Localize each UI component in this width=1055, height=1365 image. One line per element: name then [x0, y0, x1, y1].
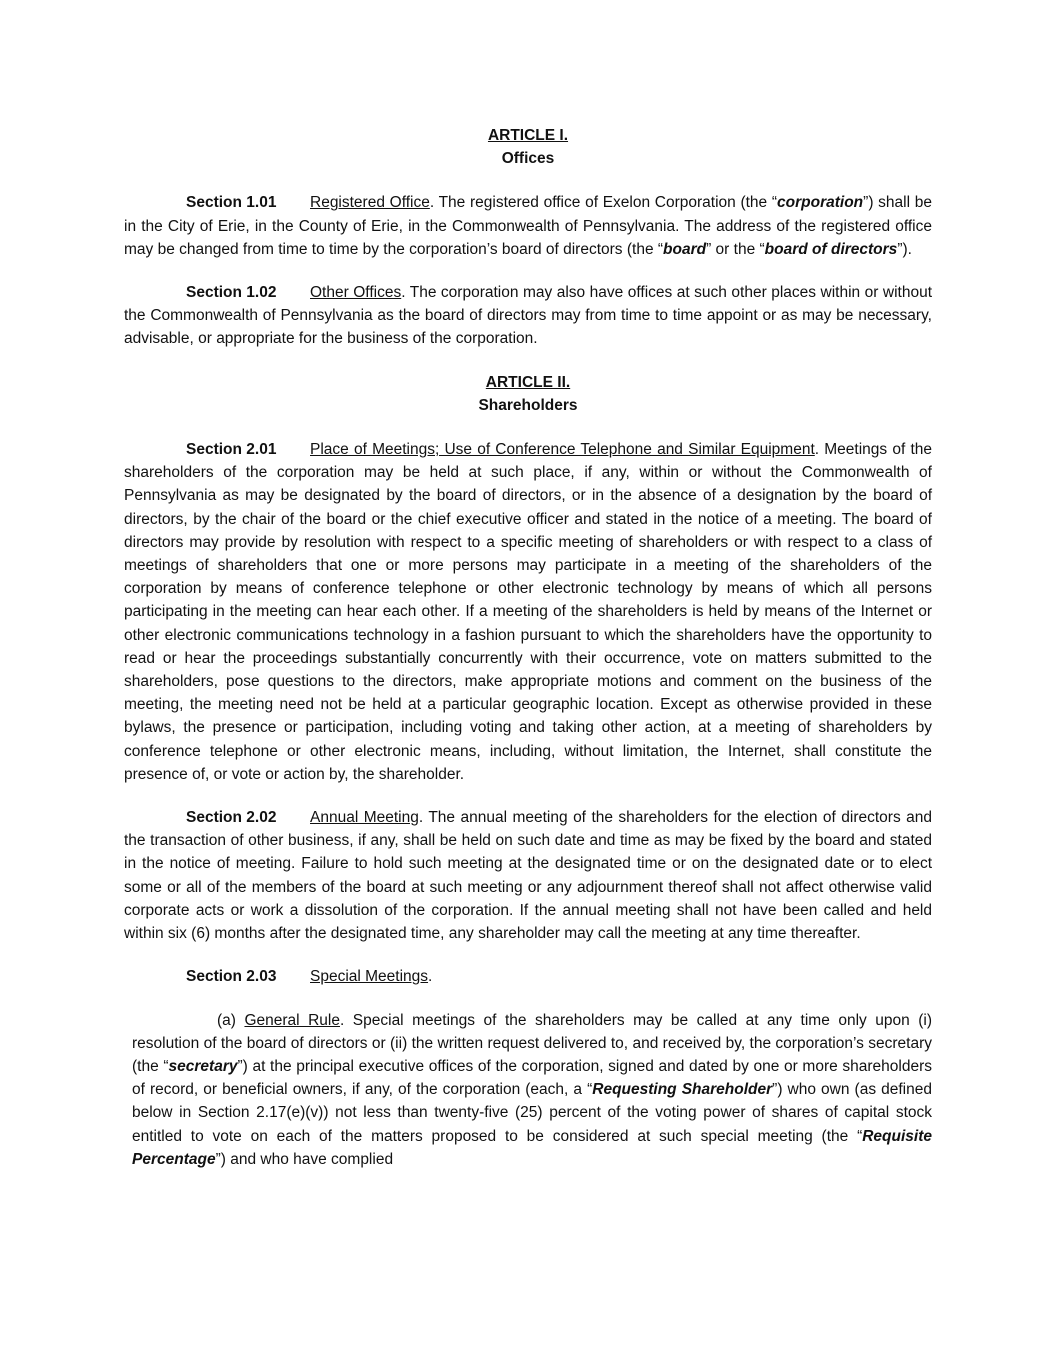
section-number: Section 2.01: [186, 441, 277, 459]
article-title: Offices: [501, 150, 555, 168]
section-text: ”) shall be in the City of Erie, in the County of Erie, in the Commonwealth of Pennsylvania. The address of the registered office may be changed from time to time by the corporation’s board of directors (the “: [124, 194, 932, 258]
article-heading: [124, 371, 932, 417]
article-number: ARTICLE I.: [487, 127, 569, 144]
section-text: ”) at the principal executive offices of the corporation, signed and dated by one or more shareholders of record, or beneficial owners, if any, of the corporation (each, a “: [132, 1057, 932, 1099]
subsection-title: General Rule: [244, 1011, 340, 1029]
section-number: Section 1.02: [186, 284, 277, 302]
article-number: ARTICLE II.: [485, 373, 571, 391]
section-text: . The corporation may also have offices at such other places within or without the Commonwealth of Pennsylvania as the board of directors may from time to time appoint or as may be necessary, advisable, or appropriate for the business of the corporation.: [124, 284, 932, 348]
section-title: Special Meetings: [310, 968, 429, 986]
section-number: Section 1.01: [186, 194, 277, 212]
defined-term: board of directors: [764, 240, 898, 258]
section-title: Other Offices: [310, 284, 402, 302]
section-paragraph: [124, 438, 932, 786]
defined-term: board: [663, 240, 707, 258]
section-number: Section 2.03: [186, 968, 277, 986]
subsection-paragraph: [124, 1009, 932, 1171]
section-text: ”) and who have complied: [215, 1150, 394, 1168]
defined-term: corporation: [777, 194, 864, 212]
section-text: . The registered office of Exelon Corporation (the “: [429, 194, 778, 212]
defined-term: Requesting Shareholder: [592, 1081, 773, 1099]
article-title: Shareholders: [478, 396, 578, 414]
section-paragraph: [124, 965, 932, 988]
section-paragraph: [124, 281, 932, 351]
section-paragraph: [124, 806, 932, 945]
subsection-label: (a): [217, 1011, 245, 1029]
section-paragraph: [124, 191, 932, 261]
section-number: Section 2.02: [186, 809, 277, 827]
defined-term: secretary: [168, 1057, 238, 1075]
section-text: ”).: [897, 240, 912, 258]
section-text: ”) who own (as defined below in Section 2.17(e)(v)) not less than twenty-five (25) percent of the voting power of shares of capital stock entitled to vote on each of the matters proposed to be considered at such special meeting (the “: [132, 1081, 932, 1145]
defined-term: Requisite Percentage: [132, 1127, 932, 1168]
article-heading: [124, 124, 932, 170]
section-title: Annual Meeting: [310, 809, 419, 827]
section-title: Place of Meetings; Use of Conference Telephone and Similar Equipment: [310, 441, 815, 459]
section-text: . Special meetings of the shareholders may be called at any time only upon (i) resolution of the board of directors or (ii) the written request delivered to, and received by, the corporation’s secretary (the “: [132, 1011, 933, 1075]
section-text: . The annual meeting of the shareholders for the election of directors and the transaction of other business, if any, shall be held on such date and time as may be fixed by the board and stated in the notice of meeting. Failure to hold such meeting at the designated time or on the designated date or to elect some or all of the members of the board at such meeting or any adjournment thereof shall not affect otherwise valid corporate acts or work a dissolution of the corporation. If the annual meeting shall not have been called and held within six (6) months after the designated time, any shareholder may call the meeting at any time thereafter.: [124, 809, 932, 943]
section-text: . Meetings of the shareholders of the corporation may be held at such place, if any, within or without the Commonwealth of Pennsylvania as may be designated by the board of directors, or in the absence of a designation by the board of directors, by the chair of the board or the chief executive officer and stated in the notice of a meeting. The board of directors may provide by resolution with respect to a specific meeting of shareholders or with respect to a class of meetings of shareholders that one or more persons may participate in a meeting of the shareholders of the corporation by means of conference telephone or other electronic technology by means of which all persons participating in the meeting can hear each other. If a meeting of the shareholders is held by means of the Internet or other electronic communications technology in a fashion pursuant to which the shareholders have the opportunity to read or hear the proceedings substantially concurrently with their occurrence, vote on matters submitted to the shareholders, pose questions to the directors, make appropriate motions and comment on the business of the meeting, the meeting need not be held at a particular geographic location. Except as otherwise provided in these bylaws, the presence or participation, including voting and taking other action, at a meeting of shareholders by conference telephone or other electronic means, including, without limitation, the Internet, shall constitute the presence of, or vote or action by, the shareholder.: [124, 441, 932, 783]
section-text: .: [428, 968, 433, 986]
section-text: ” or the “: [706, 240, 765, 258]
section-title: Registered Office: [310, 194, 430, 212]
